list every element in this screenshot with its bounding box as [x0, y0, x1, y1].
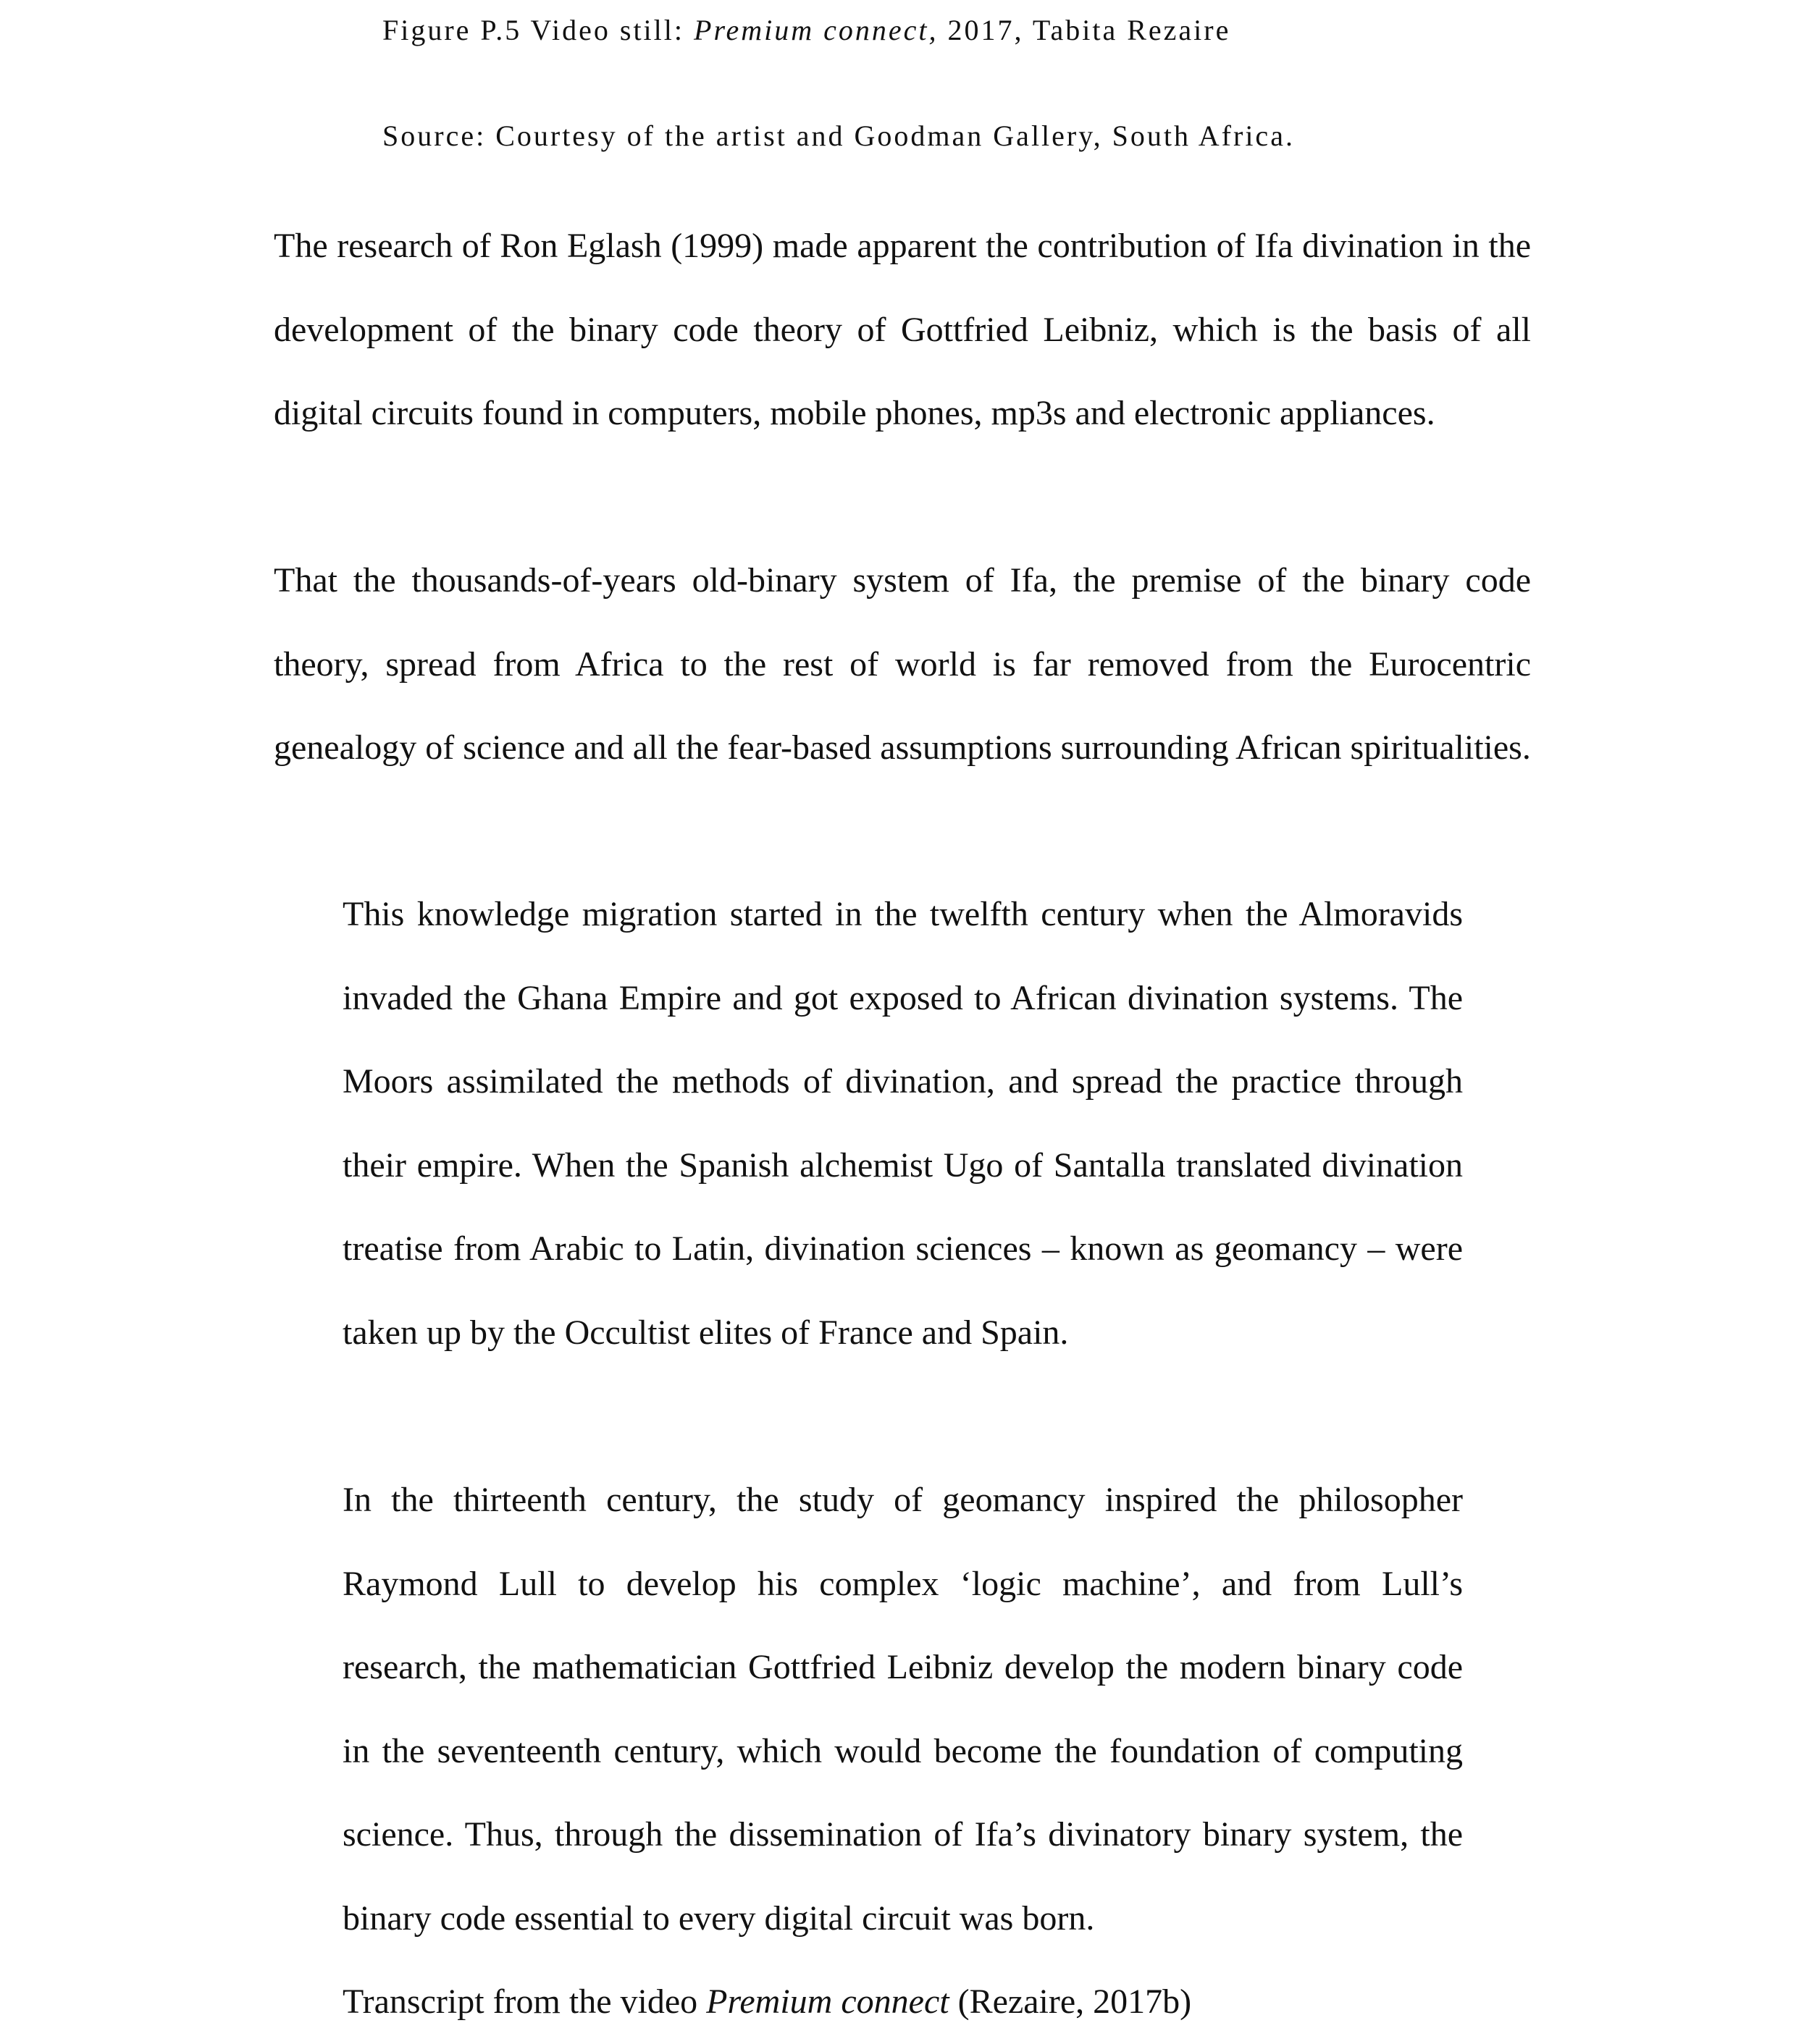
quote-attribution-prefix: Transcript from the video — [343, 1982, 707, 2021]
quote-attribution-title: Premium connect — [706, 1982, 949, 2021]
block-quote-paragraph-1: This knowledge migration started in the twelfth century when the Almoravids invaded the Ghana Empire and got exposed to African divination systems. The Moors assimilated the methods of divination, and spread the practice through their empire. When the Spanish alchemist Ugo of Santalla translated divination treatise from Arabic to Latin, divination sciences – known as geomancy – were taken up by the Occultist elites of France and Spain. — [343, 895, 1463, 1352]
block-quote-paragraph-2: In the thirteenth century, the study of geomancy inspired the philosopher Raymond Lull to develop his complex ‘logic machine’, and from Lull’s research, the mathematician Gottfried Leibniz develop the modern binary code in the seventeenth century, which would become the foundation of computing science. Thus, through the dissemination of Ifa’s divinatory binary system, the binary code essential to every digital circuit was born. — [343, 1481, 1463, 1938]
quote-attribution-suffix: (Rezaire, 2017b) — [949, 1982, 1192, 2021]
body-paragraph-1: The research of Ron Eglash (1999) made apparent the contribution of Ifa divination in the development of the binary code theory of Gottfried Leibniz, which is the basis of all digital circuits found in computers, mobile phones, mp3s and electronic appliances. — [274, 227, 1531, 432]
figure-caption — [382, 16, 1541, 45]
figure-source: Source: Courtesy of the artist and Goodman Gallery, South Africa. — [382, 119, 1295, 152]
body-paragraph-2: That the thousands-of-years old-binary system of Ifa, the premise of the binary code theory, spread from Africa to the rest of world is far removed from the Eurocentric genealogy of science and all the fear-based assumptions surrounding African spiritualities. — [274, 561, 1531, 767]
figure-caption-title: Premium connect, — [694, 14, 939, 46]
figure-caption-prefix: Figure P.5 Video still: — [382, 14, 695, 46]
quote-attribution — [343, 1960, 1191, 2044]
figure-caption-suffix: 2017, Tabita Rezaire — [938, 14, 1231, 46]
